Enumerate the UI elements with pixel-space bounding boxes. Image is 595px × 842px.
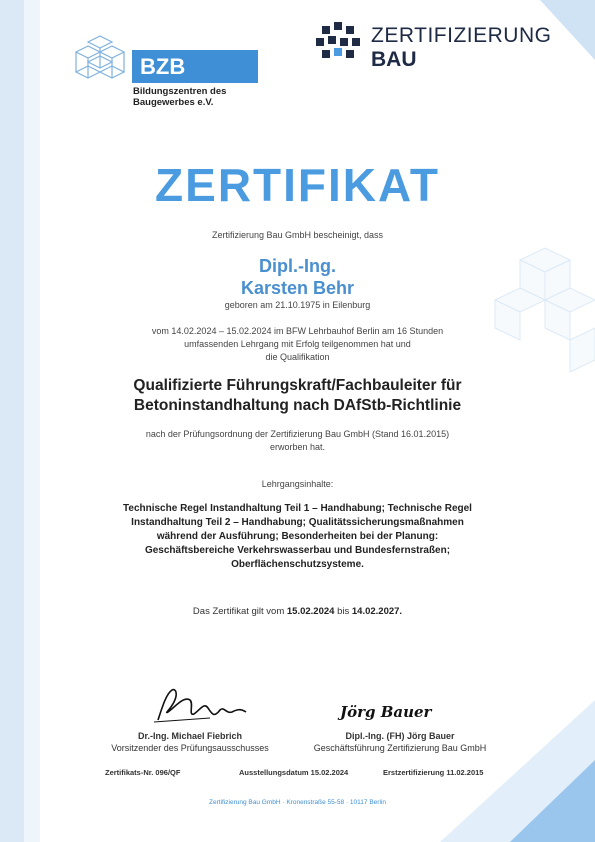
valid-from-date: 15.02.2024 (286, 606, 335, 617)
signature-2-name: Dipl.-Ing. (FH) Jörg Bauer (345, 731, 455, 741)
validity-prefix: Das Zertifikat gilt vom (192, 606, 285, 617)
zertifizierung-bau-logo-line2: BAU (371, 48, 417, 71)
signature-1-name: Dr.-Ing. Michael Fiebrich (137, 731, 243, 741)
bzb-cube-logo-icon (76, 36, 124, 78)
signature-1-role: Vorsitzender des Prüfungsausschusses (111, 743, 269, 753)
validity-statement (0, 606, 595, 617)
validity-mid: bis (337, 606, 350, 617)
zertifizierung-bau-logo-line1: ZERTIFIZIERUNG (371, 24, 552, 47)
zertifizierung-bau-logo-icon (316, 22, 360, 58)
recipient-name: Karsten Behr (240, 278, 355, 298)
qualification-line-2: Betoninstandhaltung nach DAfStb-Richtlinie (133, 397, 462, 414)
contents-label: Lehrgangsinhalte: (261, 479, 334, 489)
certificate-title: ZERTIFIKAT (155, 159, 440, 211)
valid-to-date: 14.02.2027. (351, 606, 403, 617)
contents-line: Instandhaltung Teil 2 – Handhabung; Qualitätssicherungsmaßnahmen (131, 517, 464, 528)
certificate-intro: Zertifizierung Bau GmbH bescheinigt, dass (211, 230, 384, 240)
contents-line: Technische Regel Instandhaltung Teil 1 – Handhabung; Technische Regel (123, 503, 472, 514)
course-line-1: vom 14.02.2024 – 15.02.2024 im BFW Lehrbauhof Berlin am 16 Stunden (151, 326, 444, 336)
signature-2-role: Geschäftsführung Zertifizierung Bau GmbH (313, 743, 487, 753)
recipient-title: Dipl.-Ing. (259, 256, 336, 276)
certificate-number: Zertifikats-Nr. 096/QF (105, 768, 181, 777)
left-stripe-inner (24, 0, 40, 842)
issue-date: Ausstellungsdatum 15.02.2024 (239, 768, 349, 777)
bzb-logo-badge: BZB (132, 50, 258, 83)
company-address: Zertifizierung Bau GmbH · Kronenstraße 55-58 · 10117 Berlin (209, 799, 386, 806)
bzb-logo-subtitle (133, 86, 263, 108)
bzb-subtitle-line1: Bildungszentren des (133, 86, 227, 97)
regulation-line-2: erworben hat. (269, 442, 326, 452)
course-line-3: die Qualifikation (265, 352, 330, 362)
bzb-subtitle-line2: Baugewerbes e.V. (133, 97, 214, 108)
qualification-line-1: Qualifizierte Führungskraft/Fachbauleiter für (133, 377, 462, 394)
contents-line: Oberflächenschutzsysteme. (231, 559, 364, 570)
signature-fiebrich-handwriting (150, 684, 260, 726)
regulation-line-1: nach der Prüfungsordnung der Zertifizierung Bau GmbH (Stand 16.01.2015) (145, 429, 450, 439)
course-line-2: umfassenden Lehrgang mit Erfolg teilgenommen hat und (184, 339, 411, 349)
contents-line: Geschäftsbereiche Verkehrswasserbau und Bundesfernstraßen; (144, 545, 451, 556)
left-stripe (0, 0, 24, 842)
first-certification: Erstzertifizierung 11.02.2015 (383, 768, 484, 777)
recipient-birth: geboren am 21.10.1975 in Eilenburg (224, 300, 371, 310)
signature-bauer-handwriting: Jörg Bauer (340, 703, 432, 721)
contents-line: während der Ausführung; Besonderheiten bei der Planung: (156, 531, 439, 542)
